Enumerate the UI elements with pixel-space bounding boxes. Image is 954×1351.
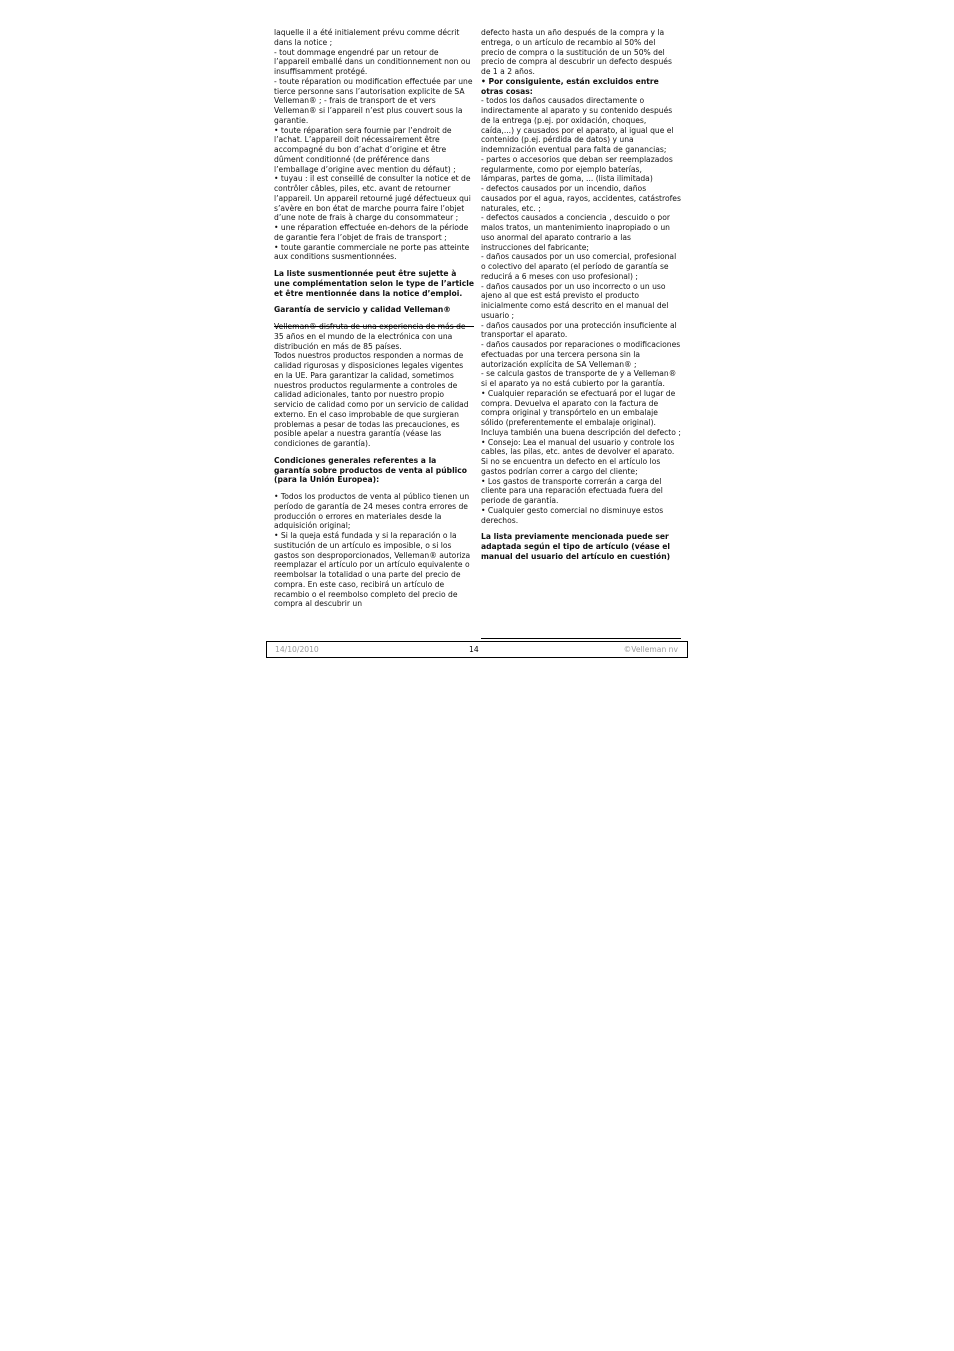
- paragraph: • Cualquier gesto comercial no disminuye estos derechos.: [481, 505, 664, 525]
- paragraph: • Cualquier reparación se efectuará por el lugar de compra. Devuelva el aparato con la factura de compra original y transpórtelo en un embalaje sólido (preferentemente el embalaje original). Incluya también una buena descripción del defecto ;: [481, 388, 681, 437]
- page-footer: [266, 641, 688, 658]
- footer-date: 14/10/2010: [275, 645, 319, 654]
- paragraph: - defectos causados a conciencia , descuido o por malos tratos, un mantenimiento inapropiado o un uso anormal del aparato contrario a las instrucciones del fabricante;: [481, 213, 670, 252]
- paragraph: - defectos causados por un incendio, daños causados por el agua, rayos, accidentes, catástrofes naturales, etc. ;: [481, 184, 681, 213]
- paragraph: • Todos los productos de venta al público tienen un período de garantía de 24 meses contra errores de producción o errores en materiales desde la adquisición original;: [274, 492, 470, 531]
- paragraph: - daños causados por reparaciones o modificaciones efectuadas por una tercera persona sin la autorización explícita de SA Velleman® ;: [481, 340, 681, 369]
- paragraph: - daños causados por un uso incorrecto o un uso ajeno al que est está previsto el producto inicialmente como está descrito en el manual del usuario ;: [481, 281, 669, 320]
- paragraph: • Si la queja está fundada y si la reparación o la sustitución de un artículo es imposible, o si los gastos son desproporcionados, Velleman® autoriza reemplazar el artículo por un artículo equivalente o reembolsar la totalidad o una parte del precio de compra. En este caso, recibirá un artículo de recambio o el reembolso completo del precio de compra al descubrir un: [274, 531, 471, 609]
- page-number: 14: [469, 645, 479, 654]
- paragraph: defecto hasta un año después de la compra y la entrega, o un artículo de recambio al 50% del precio de compra o la sustitución de un 50% del precio de compra al descubrir un defecto después de 1 a 2 años.: [481, 28, 672, 76]
- bold-paragraph: Condiciones generales referentes a la garantía sobre productos de venta al público (para la Unión Europea):: [274, 455, 468, 485]
- bold-paragraph: La liste susmentionnée peut être sujette à une complémentation selon le type de l’article et être mentionnée dans la notice d’emploi.: [274, 269, 474, 298]
- left-column-divider: [274, 326, 474, 327]
- bold-paragraph: La lista previamente mencionada puede ser adaptada según el tipo de artículo (véase el manual del usuario del artículo en cuestión): [481, 532, 671, 561]
- paragraph: Todos nuestros productos responden a normas de calidad rigurosas y disposiciones legales vigentes en la UE. Para garantizar la calidad, sometimos nuestros productos regularmente a controles de calidad adicionales, tanto por nuestro propio servicio de calidad como por un servicio de calidad externo. En el caso improbable de que surgieran problemas a pesar de todas las precauciones, es posible apelar a nuestra garantía (véase las condiciones de garantía).: [274, 351, 469, 448]
- paragraph: - todos los daños causados directamente o indirectamente al aparato y su contenido después de la entrega (p.ej. por oxidación, choques, caída,...) y causados por el aparato, al igual que el contenido (p.ej. pérdida de datos) y una indemnización eventual para falta de ganancias;: [481, 96, 674, 154]
- paragraph: - tout dommage engendré par un retour de l’appareil emballé dans un conditionnement non ou insuffisamment protégé.: [274, 47, 471, 76]
- paragraph: - partes o accesorios que deban ser reemplazados regularmente, como por ejemplo baterías, lámparas, partes de goma, ... (lista ilimitada): [481, 154, 673, 184]
- document-page: [266, 28, 688, 657]
- footer-copyright: ©Velleman nv: [623, 645, 678, 654]
- paragraph: • Los gastos de transporte correrán a carga del cliente para una reparación efectuada fuera del periode de garantía.: [481, 476, 663, 505]
- paragraph: • Consejo: Lea el manual del usuario y controle los cables, las pilas, etc. antes de devolver el aparato. Si no se encuentra un defecto en el artículo los gastos podrían correr a cargo del cliente;: [481, 437, 675, 476]
- paragraph: 35 años en el mundo de la electrónica con una distribución en más de 85 países.: [274, 331, 453, 351]
- paragraph: laquelle il a été initialement prévu comme décrit dans la notice ;: [274, 28, 460, 47]
- paragraph: - se calcula gastos de transporte de y a Velleman® si el aparato ya no está cubierto por la garantía.: [481, 369, 677, 388]
- bold-paragraph: Garantía de servicio y calidad Velleman®: [274, 305, 451, 315]
- paragraph: • tuyau : il est conseillé de consulter la notice et de contrôler câbles, piles, etc. avant de retourner l’appareil. Un appareil retourné jugé défectueux qui s’avère en bon état de marche pourra faire l’objet d’une note de frais à charge du consommateur ;: [274, 174, 471, 223]
- paragraph: • toute garantie commerciale ne porte pas atteinte aux conditions susmentionnées.: [274, 242, 470, 262]
- right-column: [481, 28, 681, 562]
- paragraph: - toute réparation ou modification effectuée par une tierce personne sans l’autorisation explicite de SA Velleman® ; - frais de transport de et vers Velleman® si l’appareil n’est plus couvert sous la garantie.: [274, 76, 473, 125]
- right-column-divider: [481, 638, 681, 639]
- left-column: [274, 28, 474, 609]
- paragraph: - daños causados por una protección insuficiente al transportar el aparato.: [481, 320, 677, 340]
- bold-paragraph: • Por consiguiente, están excluidos entre otras cosas:: [481, 76, 659, 96]
- paragraph: • une réparation effectuée en-dehors de la période de garantie fera l’objet de frais de transport ;: [274, 223, 469, 242]
- paragraph: - daños causados por un uso comercial, profesional o colectivo del aparato (el período de garantía se reducirá a 6 meses con uso profesional) ;: [481, 252, 677, 281]
- paragraph: • toute réparation sera fournie par l’endroit de l’achat. L’appareil doit nécessairement être accompagné du bon d’achat d’origine et être dûment conditionné (de préférence dans l’emballage d’origine avec mention du défaut) ;: [274, 125, 456, 174]
